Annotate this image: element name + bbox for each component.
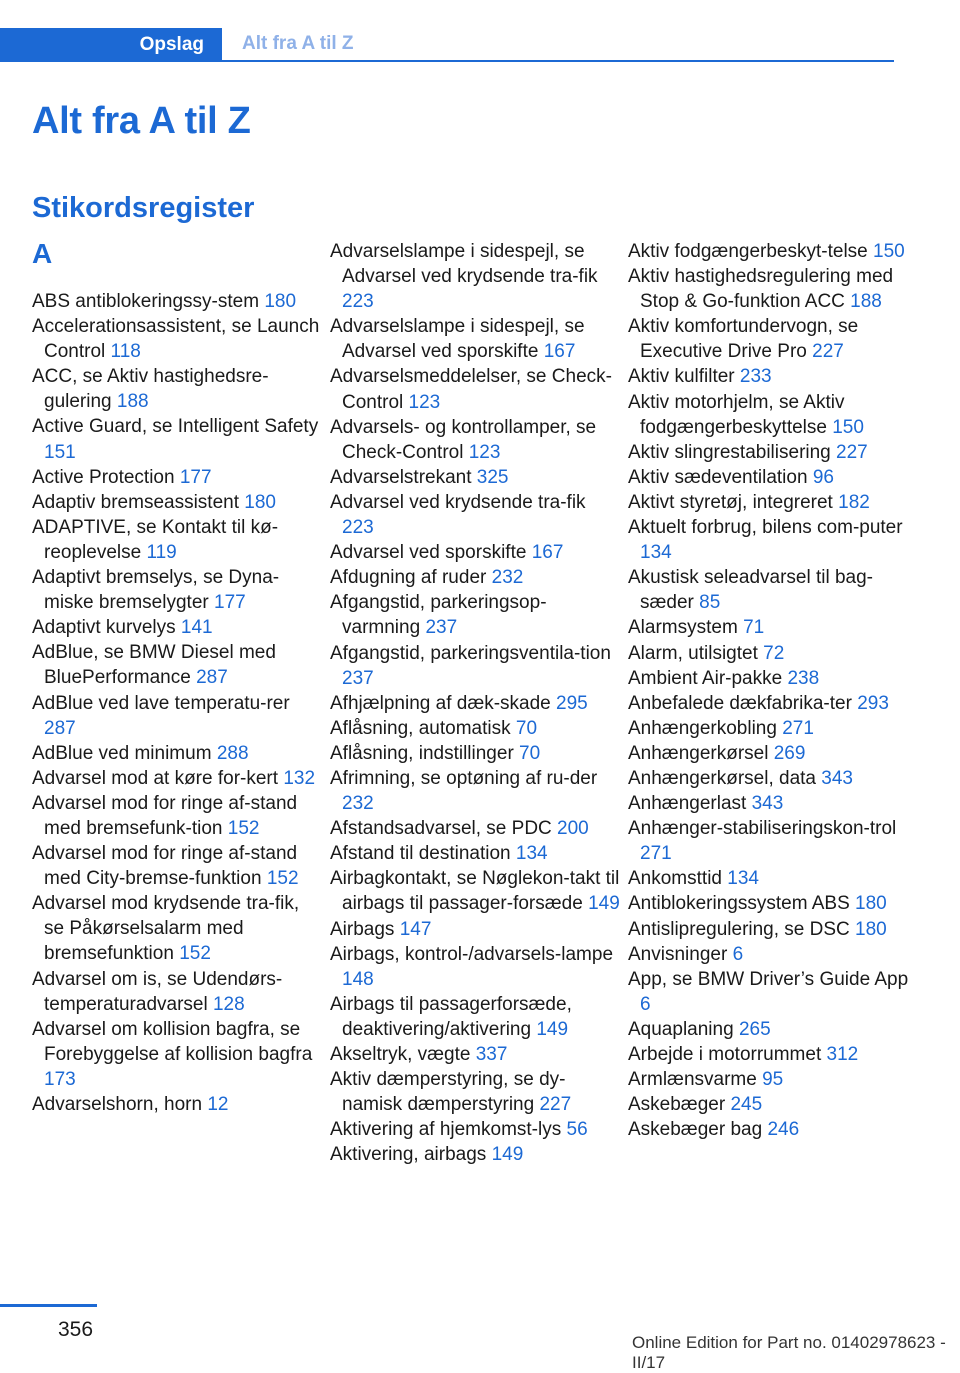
index-entry-term: Advarselslampe i sidespejl, se Advarsel ved krydsende tra-fik xyxy=(330,241,598,288)
index-entry-term: Ambient Air-pakke xyxy=(628,667,783,689)
index-entry-page-link[interactable]: 134 xyxy=(640,542,672,564)
index-entry xyxy=(32,615,322,640)
index-entry xyxy=(330,841,620,866)
index-entry xyxy=(330,716,620,741)
index-entry xyxy=(628,891,918,916)
index-entry xyxy=(628,716,918,741)
index-entry-term: Anhængerkobling xyxy=(628,717,777,739)
index-entry-page-link[interactable]: 245 xyxy=(730,1094,763,1116)
index-entry-term: Aktiv komfortundervogn, se Executive Drive Pro xyxy=(628,316,859,363)
index-entry-term: Aktivering af hjemkomst-lys xyxy=(330,1119,562,1141)
index-entry xyxy=(330,691,620,716)
index-entry xyxy=(330,816,620,841)
index-entry-page-link[interactable]: 147 xyxy=(399,918,432,940)
index-entry-term: Afgangstid, parkeringsop-varmning xyxy=(330,592,547,639)
index-entry xyxy=(32,967,322,1017)
index-entry-term: Aktiv motorhjelm, se Aktiv fodgængerbeskyttelse xyxy=(628,391,845,438)
index-entry-term: Anvisninger xyxy=(628,943,728,965)
index-entry xyxy=(32,1017,322,1092)
index-entry-page-link[interactable]: 200 xyxy=(557,818,589,840)
footer-rule xyxy=(0,1304,97,1307)
index-entry-page-link[interactable]: 149 xyxy=(588,893,620,915)
index-entry xyxy=(330,992,620,1042)
page-title: Alt fra A til Z xyxy=(32,100,251,142)
index-entry-page-link[interactable]: 232 xyxy=(491,567,524,589)
index-entry-page-link[interactable]: 123 xyxy=(468,441,501,463)
index-entry-page-link[interactable]: 119 xyxy=(146,541,177,563)
index-entry-term: App, se BMW Driver’s Guide App xyxy=(628,968,909,990)
index-entry xyxy=(628,942,918,967)
index-entry-term: Anhængerlast xyxy=(628,793,747,815)
index-entry-term: ADAPTIVE, se Kontakt til kø-reoplevelse xyxy=(32,516,279,563)
index-entry xyxy=(32,314,322,364)
index-entry-page-link[interactable]: 265 xyxy=(738,1018,771,1040)
index-entry-term: Afrimning, se optøning af ru-der xyxy=(330,767,598,789)
section-tab-opslag[interactable] xyxy=(0,28,222,62)
index-entry-term: Airbags, kontrol-/advarsels-lampe xyxy=(330,943,614,965)
index-entry-term: Advarselshorn, horn xyxy=(32,1094,203,1115)
header-bar xyxy=(0,28,894,62)
index-entry-term: AdBlue, se BMW Diesel med BluePerformance xyxy=(32,642,276,689)
index-entry-term: Armlænsvarme xyxy=(628,1069,757,1091)
index-entry-page-link[interactable]: 72 xyxy=(763,642,785,664)
index-entry-term: Advarsels- og kontrollamper, se Check-Control xyxy=(330,416,597,463)
index-entry-page-link[interactable]: 227 xyxy=(836,441,868,463)
index-entry xyxy=(32,565,322,615)
index-entry-page-link[interactable]: 149 xyxy=(491,1144,524,1166)
index-entry-term: Aktiv hastighedsregulering med Stop & Go-funktion ACC xyxy=(628,266,894,313)
index-entry-page-link[interactable]: 182 xyxy=(838,491,870,513)
index-entry-term: Anhænger-stabiliseringskon-trol xyxy=(628,818,897,840)
index-entry-page-link[interactable]: 188 xyxy=(850,291,882,313)
index-entry-term: Antislipregulering, se DSC xyxy=(628,918,850,940)
index-entry-page-link[interactable]: 188 xyxy=(116,391,149,413)
index-entry-term: Ankomsttid xyxy=(628,868,722,890)
index-entry xyxy=(628,866,918,891)
index-entry xyxy=(628,565,918,615)
index-entry xyxy=(628,816,918,866)
index-entry-page-link[interactable]: 269 xyxy=(773,742,806,764)
index-entry-page-link[interactable]: 167 xyxy=(531,542,564,564)
index-entry xyxy=(628,967,918,1017)
index-entry xyxy=(32,515,322,565)
index-entry xyxy=(628,1067,918,1092)
index-entry xyxy=(330,364,620,414)
index-entry-term: Adaptiv bremseassistent xyxy=(32,491,239,513)
index-entry xyxy=(628,741,918,766)
index-entry-term: Afgangstid, parkeringsventila-tion xyxy=(330,642,611,664)
index-entry-term: Advarsel om kollision bagfra, se Forebyggelse af kollision bagfra xyxy=(32,1018,313,1065)
index-entry-page-link[interactable]: 237 xyxy=(342,667,374,689)
index-entry-term: Antiblokeringssystem ABS xyxy=(628,893,850,915)
index-entry-term: Active Guard, se Intelligent Safety xyxy=(32,416,319,438)
index-entry-term: Aktiv slingrestabilisering xyxy=(628,441,831,463)
index-entry xyxy=(32,791,322,841)
index-entry-page-link[interactable]: 167 xyxy=(543,341,576,363)
index-entry xyxy=(330,540,620,565)
index-entry-term: Afhjælpning af dæk-skade xyxy=(330,692,551,714)
index-entry xyxy=(628,791,918,816)
index-entry-term: Advarselsmeddelelser, se Check-Control xyxy=(330,366,612,413)
index-entry-term: Alarmsystem xyxy=(628,617,738,639)
index-entry-page-link[interactable]: 180 xyxy=(264,291,297,312)
index-entry-term: ABS antiblokeringssy-stem xyxy=(32,291,260,312)
index-entry xyxy=(330,415,620,465)
index-entry-term: Akseltryk, vægte xyxy=(330,1044,471,1065)
index-entry xyxy=(628,364,918,389)
page-number: 356 xyxy=(58,1318,94,1341)
index-entry-term: Advarsel ved sporskifte xyxy=(330,542,527,564)
index-entry xyxy=(628,440,918,465)
index-entry-page-link[interactable]: 134 xyxy=(515,843,548,865)
index-entry xyxy=(628,1092,918,1117)
index-entry-term: Arbejde i motorrummet xyxy=(628,1044,822,1065)
index-entry-page-link[interactable]: 6 xyxy=(732,943,744,965)
index-entry xyxy=(628,917,918,942)
index-entry-term: Aquaplaning xyxy=(628,1018,734,1040)
index-entry-page-link[interactable]: 128 xyxy=(212,993,245,1015)
index-entry xyxy=(330,917,620,942)
index-entry xyxy=(330,641,620,691)
index-entry-page-link[interactable]: 149 xyxy=(536,1018,569,1040)
index-entry-page-link[interactable]: 71 xyxy=(743,617,765,639)
index-entry-term: Aflåsning, automatisk xyxy=(330,717,511,739)
index-entry-term: Afstand til destination xyxy=(330,843,511,865)
index-entry-page-link[interactable]: 132 xyxy=(283,767,316,789)
index-entry-term: AdBlue ved lave temperatu-rer xyxy=(32,692,290,714)
index-entry xyxy=(628,1117,918,1142)
index-entry-term: Advarsel mod for ringe af-stand med bremsefunk-tion xyxy=(32,792,298,839)
index-entry xyxy=(32,640,322,690)
index-entry-term: Advarsel ved krydsende tra-fik xyxy=(330,491,586,513)
index-entry-term: Aktivt styretøj, integreret xyxy=(628,491,833,513)
index-entry-term: Airbags til passagerforsæde, deaktivering/aktivering xyxy=(330,993,572,1040)
index-entry xyxy=(628,615,918,640)
index-column-2 xyxy=(330,239,620,1167)
index-entry-term: Aktiv kulfilter xyxy=(628,366,735,388)
index-entry-page-link[interactable]: 288 xyxy=(216,742,249,764)
index-entry xyxy=(330,465,620,490)
index-entry-page-link[interactable]: 271 xyxy=(640,843,672,865)
index-entry xyxy=(628,390,918,440)
index-entry-term: Advarselslampe i sidespejl, se Advarsel ved sporskifte xyxy=(330,316,585,363)
index-entry-term: Anbefalede dækfabrika-ter xyxy=(628,692,852,714)
index-entry-term: Alarm, utilsigtet xyxy=(628,642,758,664)
index-entry-page-link[interactable]: 134 xyxy=(727,868,759,890)
index-entry-page-link[interactable]: 227 xyxy=(812,341,844,363)
index-entry xyxy=(330,1042,620,1067)
index-entry-page-link[interactable]: 70 xyxy=(519,742,541,764)
index-column-3 xyxy=(628,239,918,1142)
index-entry xyxy=(330,490,620,540)
index-entry-page-link[interactable]: 177 xyxy=(179,466,212,488)
index-entry xyxy=(628,666,918,691)
index-entry-page-link[interactable]: 233 xyxy=(739,366,772,388)
index-entry xyxy=(330,942,620,992)
index-entry-term: Adaptivt bremselys, se Dyna-miske bremselygter xyxy=(32,567,280,614)
index-entry-term: Airbags xyxy=(330,918,395,940)
index-entry-page-link[interactable]: 227 xyxy=(539,1094,572,1116)
index-entry-page-link[interactable]: 70 xyxy=(515,717,538,739)
index-entry-term: Airbagkontakt, se Nøglekon-takt til airbags til passager-forsæde xyxy=(330,868,620,915)
index-entry xyxy=(330,1117,620,1142)
index-entry xyxy=(628,641,918,666)
index-entry xyxy=(628,515,918,565)
edition-note: Online Edition for Part no. 01402978623 - II/17 xyxy=(632,1333,946,1372)
index-entry-page-link[interactable]: 343 xyxy=(821,767,853,789)
index-entry-term: Anhængerkørsel xyxy=(628,742,769,764)
index-entry xyxy=(32,841,322,891)
index-entry xyxy=(330,866,620,916)
index-entry-page-link[interactable]: 150 xyxy=(832,416,864,438)
index-entry-term: Afdugning af ruder xyxy=(330,567,487,589)
index-entry-term: Accelerationsassistent, se Launch Control xyxy=(32,316,320,363)
index-entry-page-link[interactable]: 180 xyxy=(855,893,887,915)
index-entry-page-link[interactable]: 6 xyxy=(640,993,651,1015)
index-entry-page-link[interactable]: 85 xyxy=(699,592,721,614)
index-entry-term: Askebæger bag xyxy=(628,1119,763,1141)
index-entry-term: Aflåsning, indstillinger xyxy=(330,742,514,764)
index-entry-term: ACC, se Aktiv hastighedsre-gulering xyxy=(32,366,269,413)
index-entry-page-link[interactable]: 118 xyxy=(110,341,141,363)
index-entry-page-link[interactable]: 152 xyxy=(266,868,299,890)
index-entry xyxy=(32,691,322,741)
index-entry xyxy=(330,590,620,640)
index-entry-page-link[interactable]: 237 xyxy=(425,617,458,639)
index-entry-page-link[interactable]: 271 xyxy=(782,717,814,739)
index-entry-page-link[interactable]: 223 xyxy=(342,517,374,539)
index-entry xyxy=(32,891,322,966)
index-letter-heading: A xyxy=(32,238,53,269)
index-entry-term: Aktivering, airbags xyxy=(330,1144,487,1166)
index-entry-page-link[interactable]: 295 xyxy=(556,692,588,714)
index-entry-term: Aktiv dæmperstyring, se dy-namisk dæmperstyring xyxy=(330,1069,566,1116)
index-entry xyxy=(32,741,322,766)
index-entry-page-link[interactable]: 312 xyxy=(826,1044,859,1065)
index-entry-page-link[interactable]: 238 xyxy=(787,667,820,689)
index-entry-page-link[interactable]: 293 xyxy=(857,692,889,714)
index-entry xyxy=(628,314,918,364)
index-entry xyxy=(32,490,322,515)
index-entry-term: Aktuelt forbrug, bilens com-puter xyxy=(628,517,903,539)
index-entry-term: Advarsel mod at køre for-kert xyxy=(32,767,279,789)
index-entry-page-link[interactable]: 56 xyxy=(566,1119,588,1141)
index-entry-page-link[interactable]: 148 xyxy=(342,968,374,990)
index-entry-page-link[interactable]: 152 xyxy=(179,943,211,965)
index-entry-page-link[interactable]: 343 xyxy=(751,793,784,815)
index-entry xyxy=(32,766,322,791)
index-entry xyxy=(628,490,918,515)
breadcrumb[interactable]: Alt fra A til Z xyxy=(242,33,354,54)
index-entry xyxy=(32,465,322,490)
index-entry-page-link[interactable]: 287 xyxy=(44,717,76,739)
index-entry-term: Active Protection xyxy=(32,466,175,488)
index-entry xyxy=(330,1067,620,1117)
header-rule xyxy=(0,60,894,62)
index-entry-term: Akustisk seleadvarsel til bag-sæder xyxy=(628,567,873,614)
index-entry-term: Advarsel mod for ringe af-stand med City-bremse-funktion xyxy=(32,843,298,890)
index-entry xyxy=(330,766,620,816)
index-column-1 xyxy=(32,239,322,1117)
index-entry xyxy=(330,314,620,364)
index-entry-page-link[interactable]: 151 xyxy=(44,441,76,463)
index-entry xyxy=(32,289,322,314)
index-entry-term: Advarsel mod krydsende tra-fik, se Påkørselsalarm med bremsefunktion xyxy=(32,893,300,965)
index-entry xyxy=(330,565,620,590)
index-entry-page-link[interactable]: 177 xyxy=(214,592,246,614)
index-entry xyxy=(330,741,620,766)
index-entry-page-link[interactable]: 325 xyxy=(476,466,509,488)
index-entry-page-link[interactable]: 223 xyxy=(342,291,374,313)
index-entry-page-link[interactable]: 150 xyxy=(873,241,905,262)
section-tab-label: Opslag xyxy=(139,34,204,55)
index-entry xyxy=(628,264,918,314)
index-entry-page-link[interactable]: 123 xyxy=(408,391,441,413)
index-entry-term: Askebæger xyxy=(628,1094,726,1116)
index-entry-page-link[interactable]: 96 xyxy=(812,466,834,488)
page-subtitle: Stikordsregister xyxy=(32,192,255,224)
index-entry-term: Advarsel om is, se Udendørs-temperaturadvarsel xyxy=(32,968,283,1015)
index-entry-page-link[interactable]: 180 xyxy=(244,491,276,513)
index-entry xyxy=(628,691,918,716)
index-entry xyxy=(330,239,620,314)
index-entry xyxy=(628,766,918,791)
index-entry-page-link[interactable]: 246 xyxy=(767,1119,800,1141)
index-entry-page-link[interactable]: 95 xyxy=(762,1069,784,1091)
index-entry xyxy=(628,1042,918,1067)
index-entry-term: AdBlue ved minimum xyxy=(32,742,212,764)
index-entry xyxy=(32,364,322,414)
index-entry-page-link[interactable]: 12 xyxy=(207,1094,229,1115)
index-entry-page-link[interactable]: 141 xyxy=(180,617,213,639)
index-entry xyxy=(628,465,918,490)
index-entry-term: Adaptivt kurvelys xyxy=(32,617,176,639)
index-entry xyxy=(628,1017,918,1042)
index-entry-term: Aktiv fodgængerbeskyt-telse xyxy=(628,241,868,262)
index-entry-page-link[interactable]: 180 xyxy=(855,918,887,940)
index-entry-term: Aktiv sædeventilation xyxy=(628,466,808,488)
index-entry-term: Afstandsadvarsel, se PDC xyxy=(330,818,552,840)
index-entry xyxy=(628,239,918,264)
index-entry-page-link[interactable]: 152 xyxy=(227,817,260,839)
index-entry-page-link[interactable]: 232 xyxy=(342,793,374,815)
index-entry-term: Anhængerkørsel, data xyxy=(628,767,816,789)
index-entry xyxy=(330,1142,620,1167)
index-entry-term: Advarselstrekant xyxy=(330,466,472,488)
index-entry xyxy=(32,414,322,464)
index-entry-page-link[interactable]: 287 xyxy=(196,667,228,689)
index-entry xyxy=(32,1092,322,1117)
index-entry-page-link[interactable]: 173 xyxy=(44,1068,76,1090)
index-entry-page-link[interactable]: 337 xyxy=(475,1044,508,1065)
